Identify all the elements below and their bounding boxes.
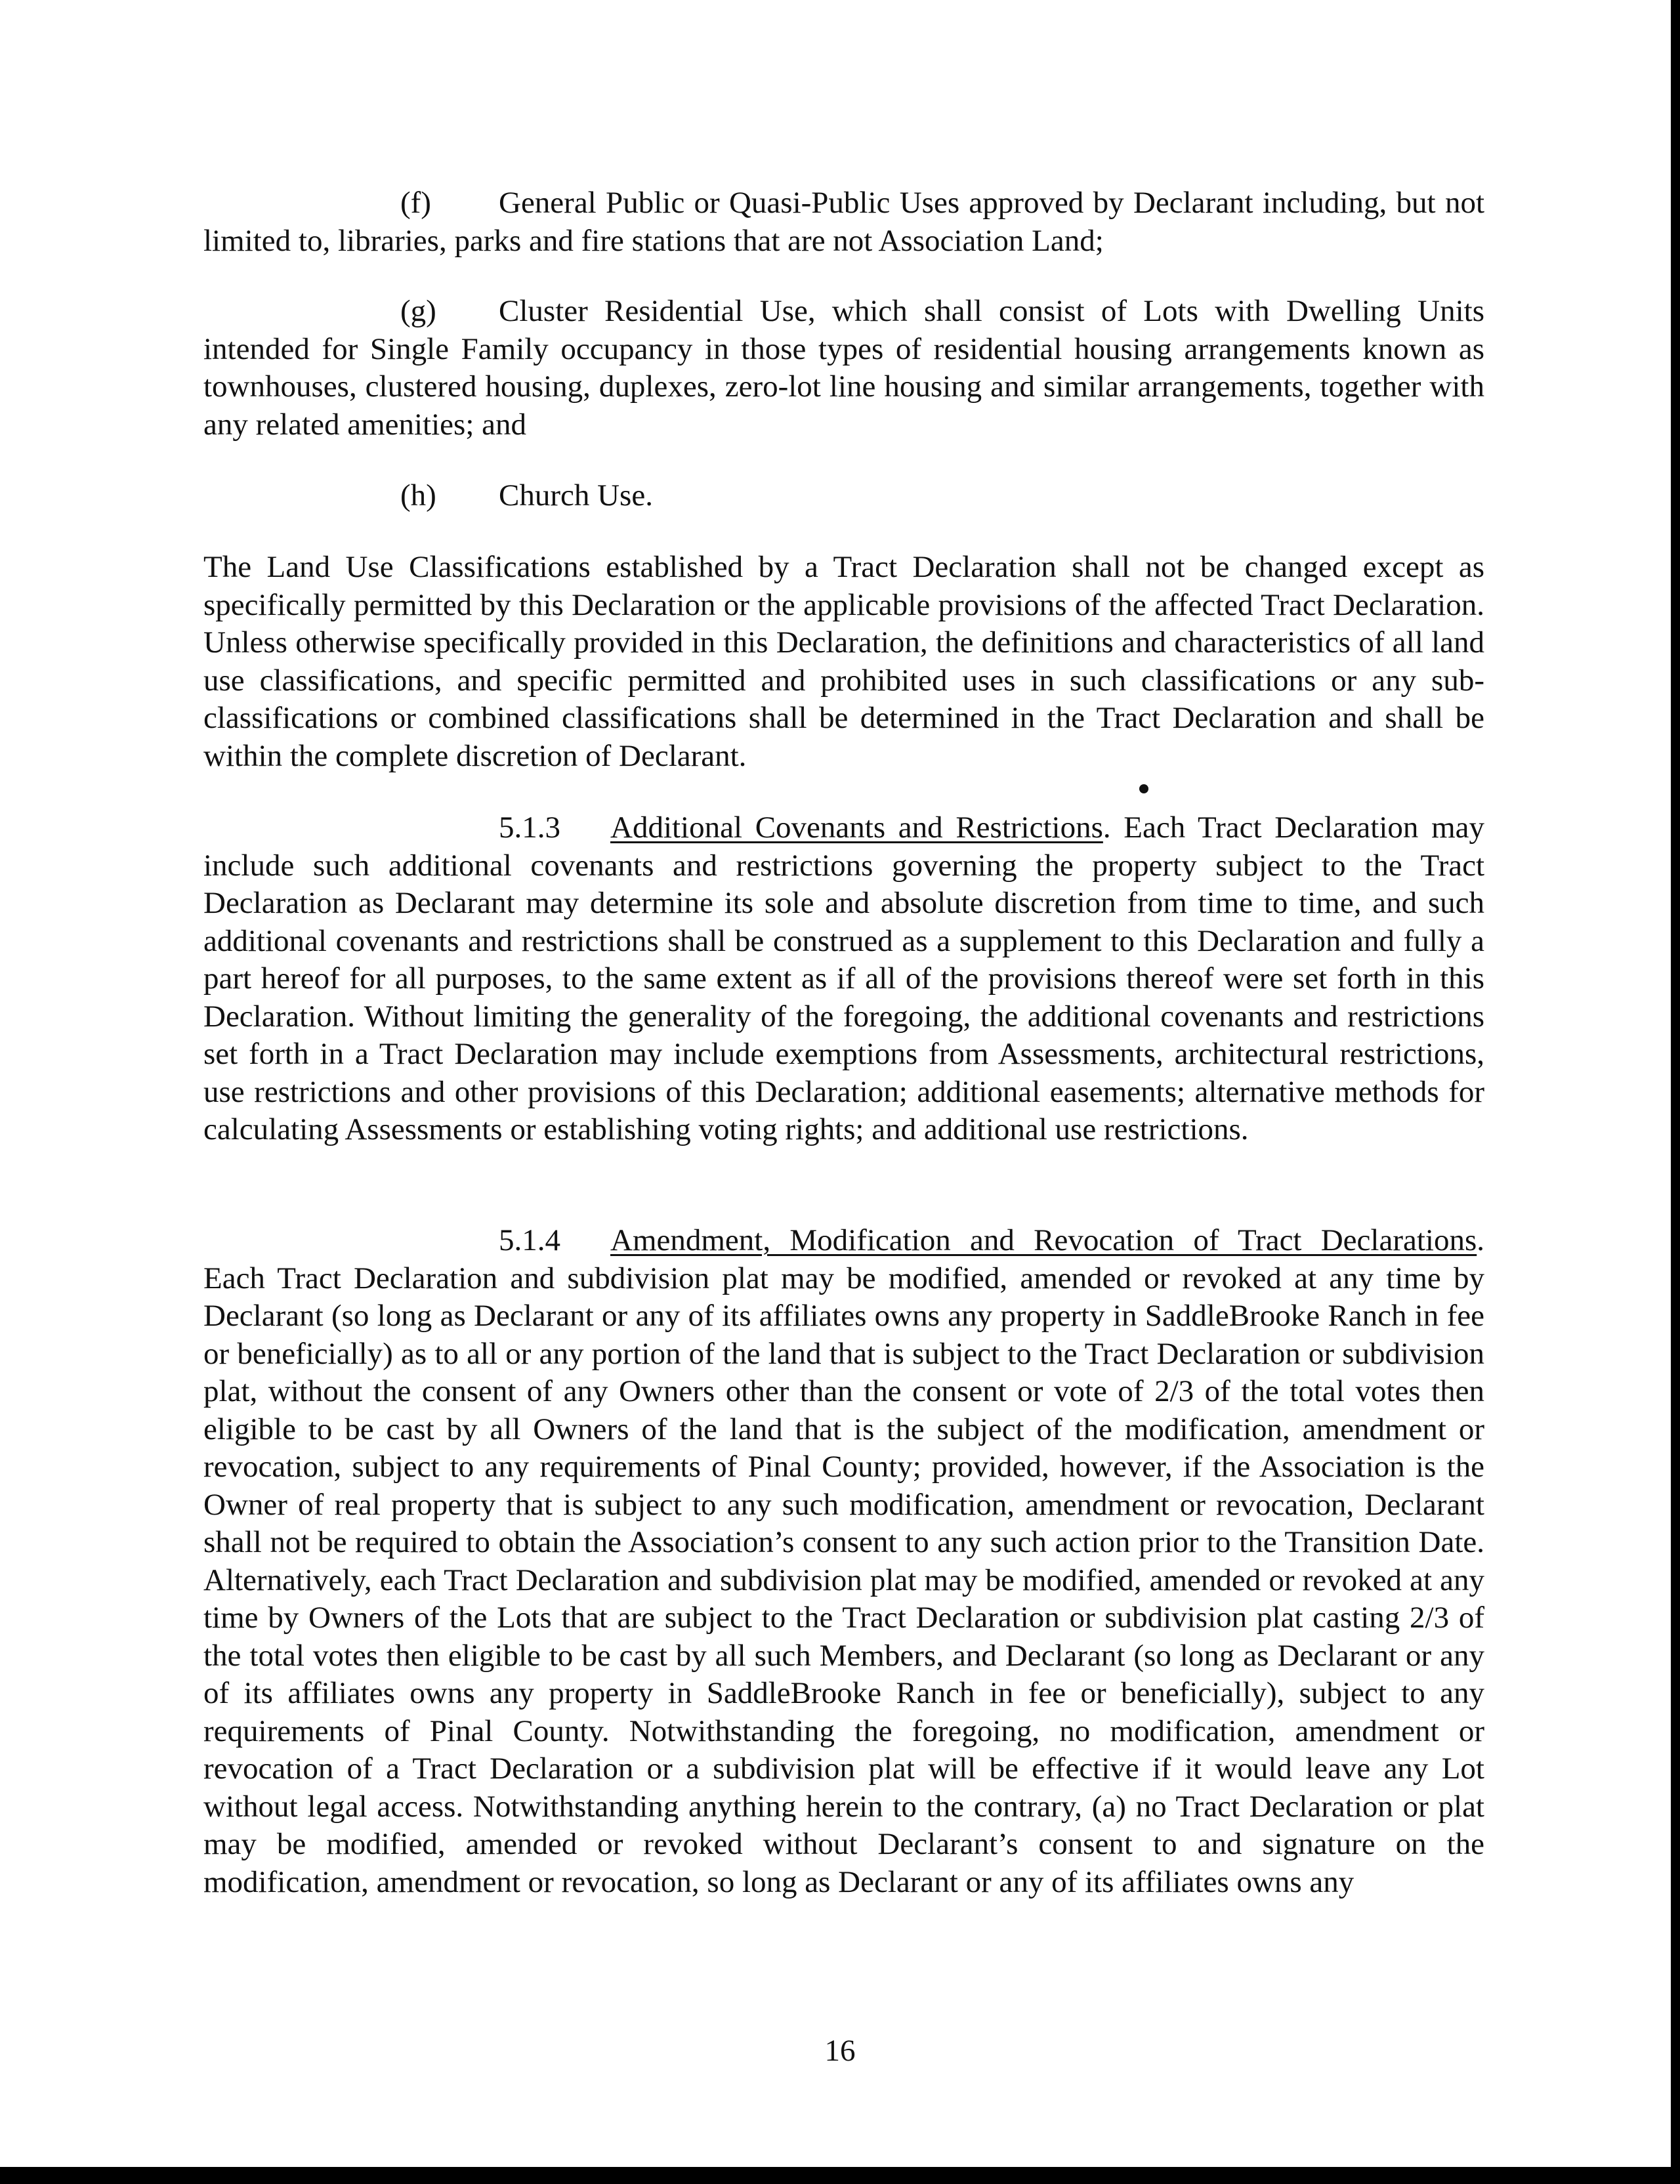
stray-mark <box>1139 784 1148 793</box>
section-5-1-4 <box>203 1222 1484 1901</box>
paragraph-g-text: Cluster Residential Use, which shall consist of Lots with Dwelling Units intended for Single Family occupancy in those types of residential housing arrangements known as townhouses, clustered housing, duplexes, zero-lot line housing and similar arrangements, together with any related amenities; and <box>203 294 1484 442</box>
section-5-1-4-text: . Each Tract Declaration and subdivision plat may be modified, amended or revoked at any time by Declarant (so long as Declarant or any of its affiliates owns any property in SaddleBrooke Ranch in fee or beneficially) as to all or any portion of the land that is subject to the Tract Declaration or subdivision plat, without the consent of any Owners other than the consent or vote of 2/3 of the total votes then eligible to be cast by all Owners of the land that is the subject of the modification, amendment or revocation, subject to any requirements of Pinal County; provided, however, if the Association is the Owner of real property that is subject to any such modification, amendment or revocation, Declarant shall not be required to obtain the Association’s consent to any such action prior to the Transition Date. Alternatively, each Tract Declaration and subdivision plat may be modified, amended or revoked at any time by Owners of the Lots that are subject to the Tract Declaration or subdivision plat casting 2/3 of the total votes then eligible to be cast by all such Members, and Declarant (so long as Declarant or any of its affiliates owns any property in SaddleBrooke Ranch in fee or beneficially), subject to any requirements of Pinal County. Notwithstanding the foregoing, no modification, amendment or revocation of a Tract Declaration or a subdivision plat will be effective if it would leave any Lot without legal access. Notwithstanding anything herein to the contrary, (a) no Tract Declaration or plat may be modified, amended or revoked without Declarant’s consent to and signature on the modification, amendment or revocation, so long as Declarant or any of its affiliates owns any <box>203 1223 1484 1899</box>
paragraph-h-text: Church Use. <box>499 478 653 513</box>
scan-border-bottom <box>0 2167 1680 2184</box>
paragraph-f-label: (f) <box>400 186 431 220</box>
paragraph-h <box>203 477 1484 515</box>
paragraph-f <box>203 184 1484 260</box>
section-5-1-3 <box>203 809 1484 1149</box>
paragraph-h-label: (h) <box>400 478 436 513</box>
section-5-1-3-number: 5.1.3 <box>499 810 560 845</box>
paragraph-land-use-classifications <box>203 549 1484 775</box>
section-5-1-4-heading: Amendment, Modification and Revocation of Tract Declarations <box>610 1223 1477 1257</box>
paragraph-g <box>203 293 1484 444</box>
page-number: 16 <box>824 2034 856 2068</box>
paragraph-g-label: (g) <box>400 294 436 328</box>
section-5-1-3-text: . Each Tract Declaration may include such additional covenants and restrictions governing the property subject to the Tract Declaration as Declarant may determine its sole and absolute discretion from time to time, and such additional covenants and restrictions shall be construed as a supplement to this Declaration and fully a part hereof for all purposes, to the same extent as if all of the provisions thereof were set forth in this Declaration. Without limiting the generality of the foregoing, the additional covenants and restrictions set forth in a Tract Declaration may include exemptions from Assessments, architectural restrictions, use restrictions and other provisions of this Declaration; additional easements; alternative methods for calculating Assessments or establishing voting rights; and additional use restrictions. <box>203 810 1484 1146</box>
classifications-text: The Land Use Classifications established by a Tract Declaration shall not be changed except as specifically permitted by this Declaration or the applicable provisions of the affected Tract Declaration. Unless otherwise specifically provided in this Declaration, the definitions and characteristics of all land use classifications, and specific permitted and prohibited uses in such classifications or any sub-classifications or combined classifications shall be determined in the Tract Declaration and shall be within the complete discretion of Declarant. <box>203 550 1484 773</box>
scan-border-right <box>1671 0 1680 2184</box>
section-5-1-4-number: 5.1.4 <box>499 1223 560 1257</box>
paragraph-f-text: General Public or Quasi-Public Uses approved by Declarant including, but not limited to, libraries, parks and fire stations that are not Association Land; <box>203 186 1484 258</box>
section-5-1-3-heading: Additional Covenants and Restrictions <box>610 810 1103 845</box>
